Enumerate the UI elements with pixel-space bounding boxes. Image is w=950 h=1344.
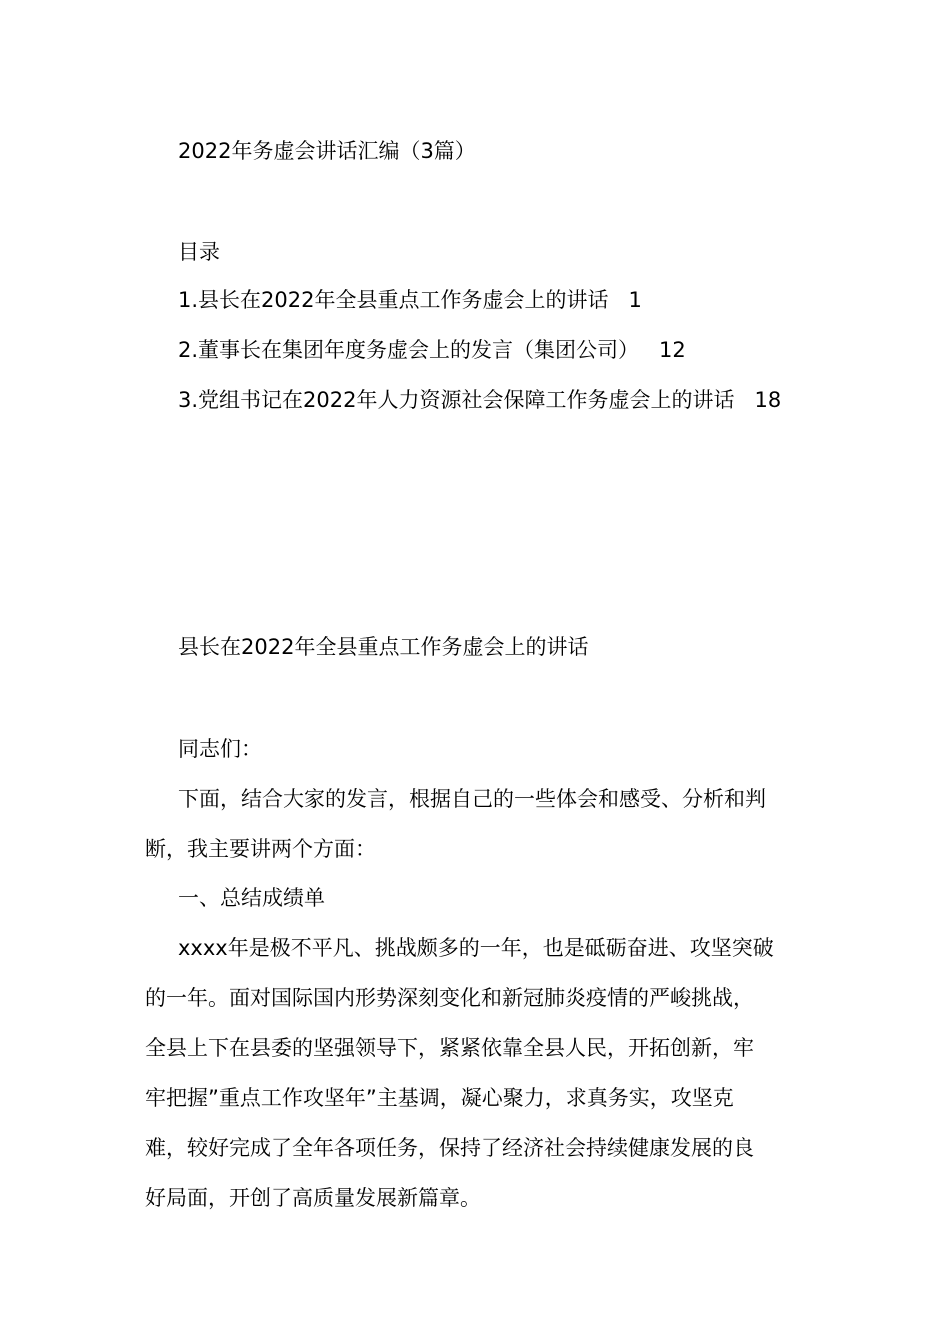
toc-entry[interactable] xyxy=(178,285,642,315)
toc-entry[interactable] xyxy=(178,385,781,415)
toc-heading: 目录 xyxy=(178,240,220,264)
paragraph-line: 下面，结合大家的发言，根据自己的一些体会和感受、分析和判 xyxy=(178,787,766,811)
salutation: 同志们： xyxy=(178,737,262,761)
paragraph-line: xxxx年是极不平凡、挑战颇多的一年，也是砥砺奋进、攻坚突破 xyxy=(178,936,774,960)
section-heading: 一、总结成绩单 xyxy=(178,886,325,910)
toc-entry-page: 12 xyxy=(659,338,686,362)
paragraph-line: 断，我主要讲两个方面： xyxy=(145,837,376,861)
toc-entry-text: 2.董事长在集团年度务虚会上的发言（集团公司） xyxy=(178,338,640,362)
toc-entry-text: 3.党组书记在2022年人力资源社会保障工作务虚会上的讲话 xyxy=(178,388,735,412)
document-title: 2022年务虚会讲话汇编（3篇） xyxy=(178,139,476,163)
paragraph-line: 牢把握”重点工作攻坚年”主基调，凝心聚力，求真务实，攻坚克 xyxy=(145,1086,734,1110)
paragraph-line: 好局面，开创了高质量发展新篇章。 xyxy=(145,1186,481,1210)
toc-entry-page: 18 xyxy=(754,388,782,412)
toc-entry[interactable] xyxy=(178,335,686,365)
toc-entry-page: 1 xyxy=(628,288,642,312)
article-title: 县长在2022年全县重点工作务虚会上的讲话 xyxy=(178,635,589,659)
paragraph-line: 难，较好完成了全年各项任务，保持了经济社会持续健康发展的良 xyxy=(145,1136,754,1160)
paragraph-line: 全县上下在县委的坚强领导下，紧紧依靠全县人民，开拓创新，牢 xyxy=(145,1036,754,1060)
paragraph-line: 的一年。面对国际国内形势深刻变化和新冠肺炎疫情的严峻挑战， xyxy=(145,986,754,1010)
toc-entry-text: 1.县长在2022年全县重点工作务虚会上的讲话 xyxy=(178,288,609,312)
